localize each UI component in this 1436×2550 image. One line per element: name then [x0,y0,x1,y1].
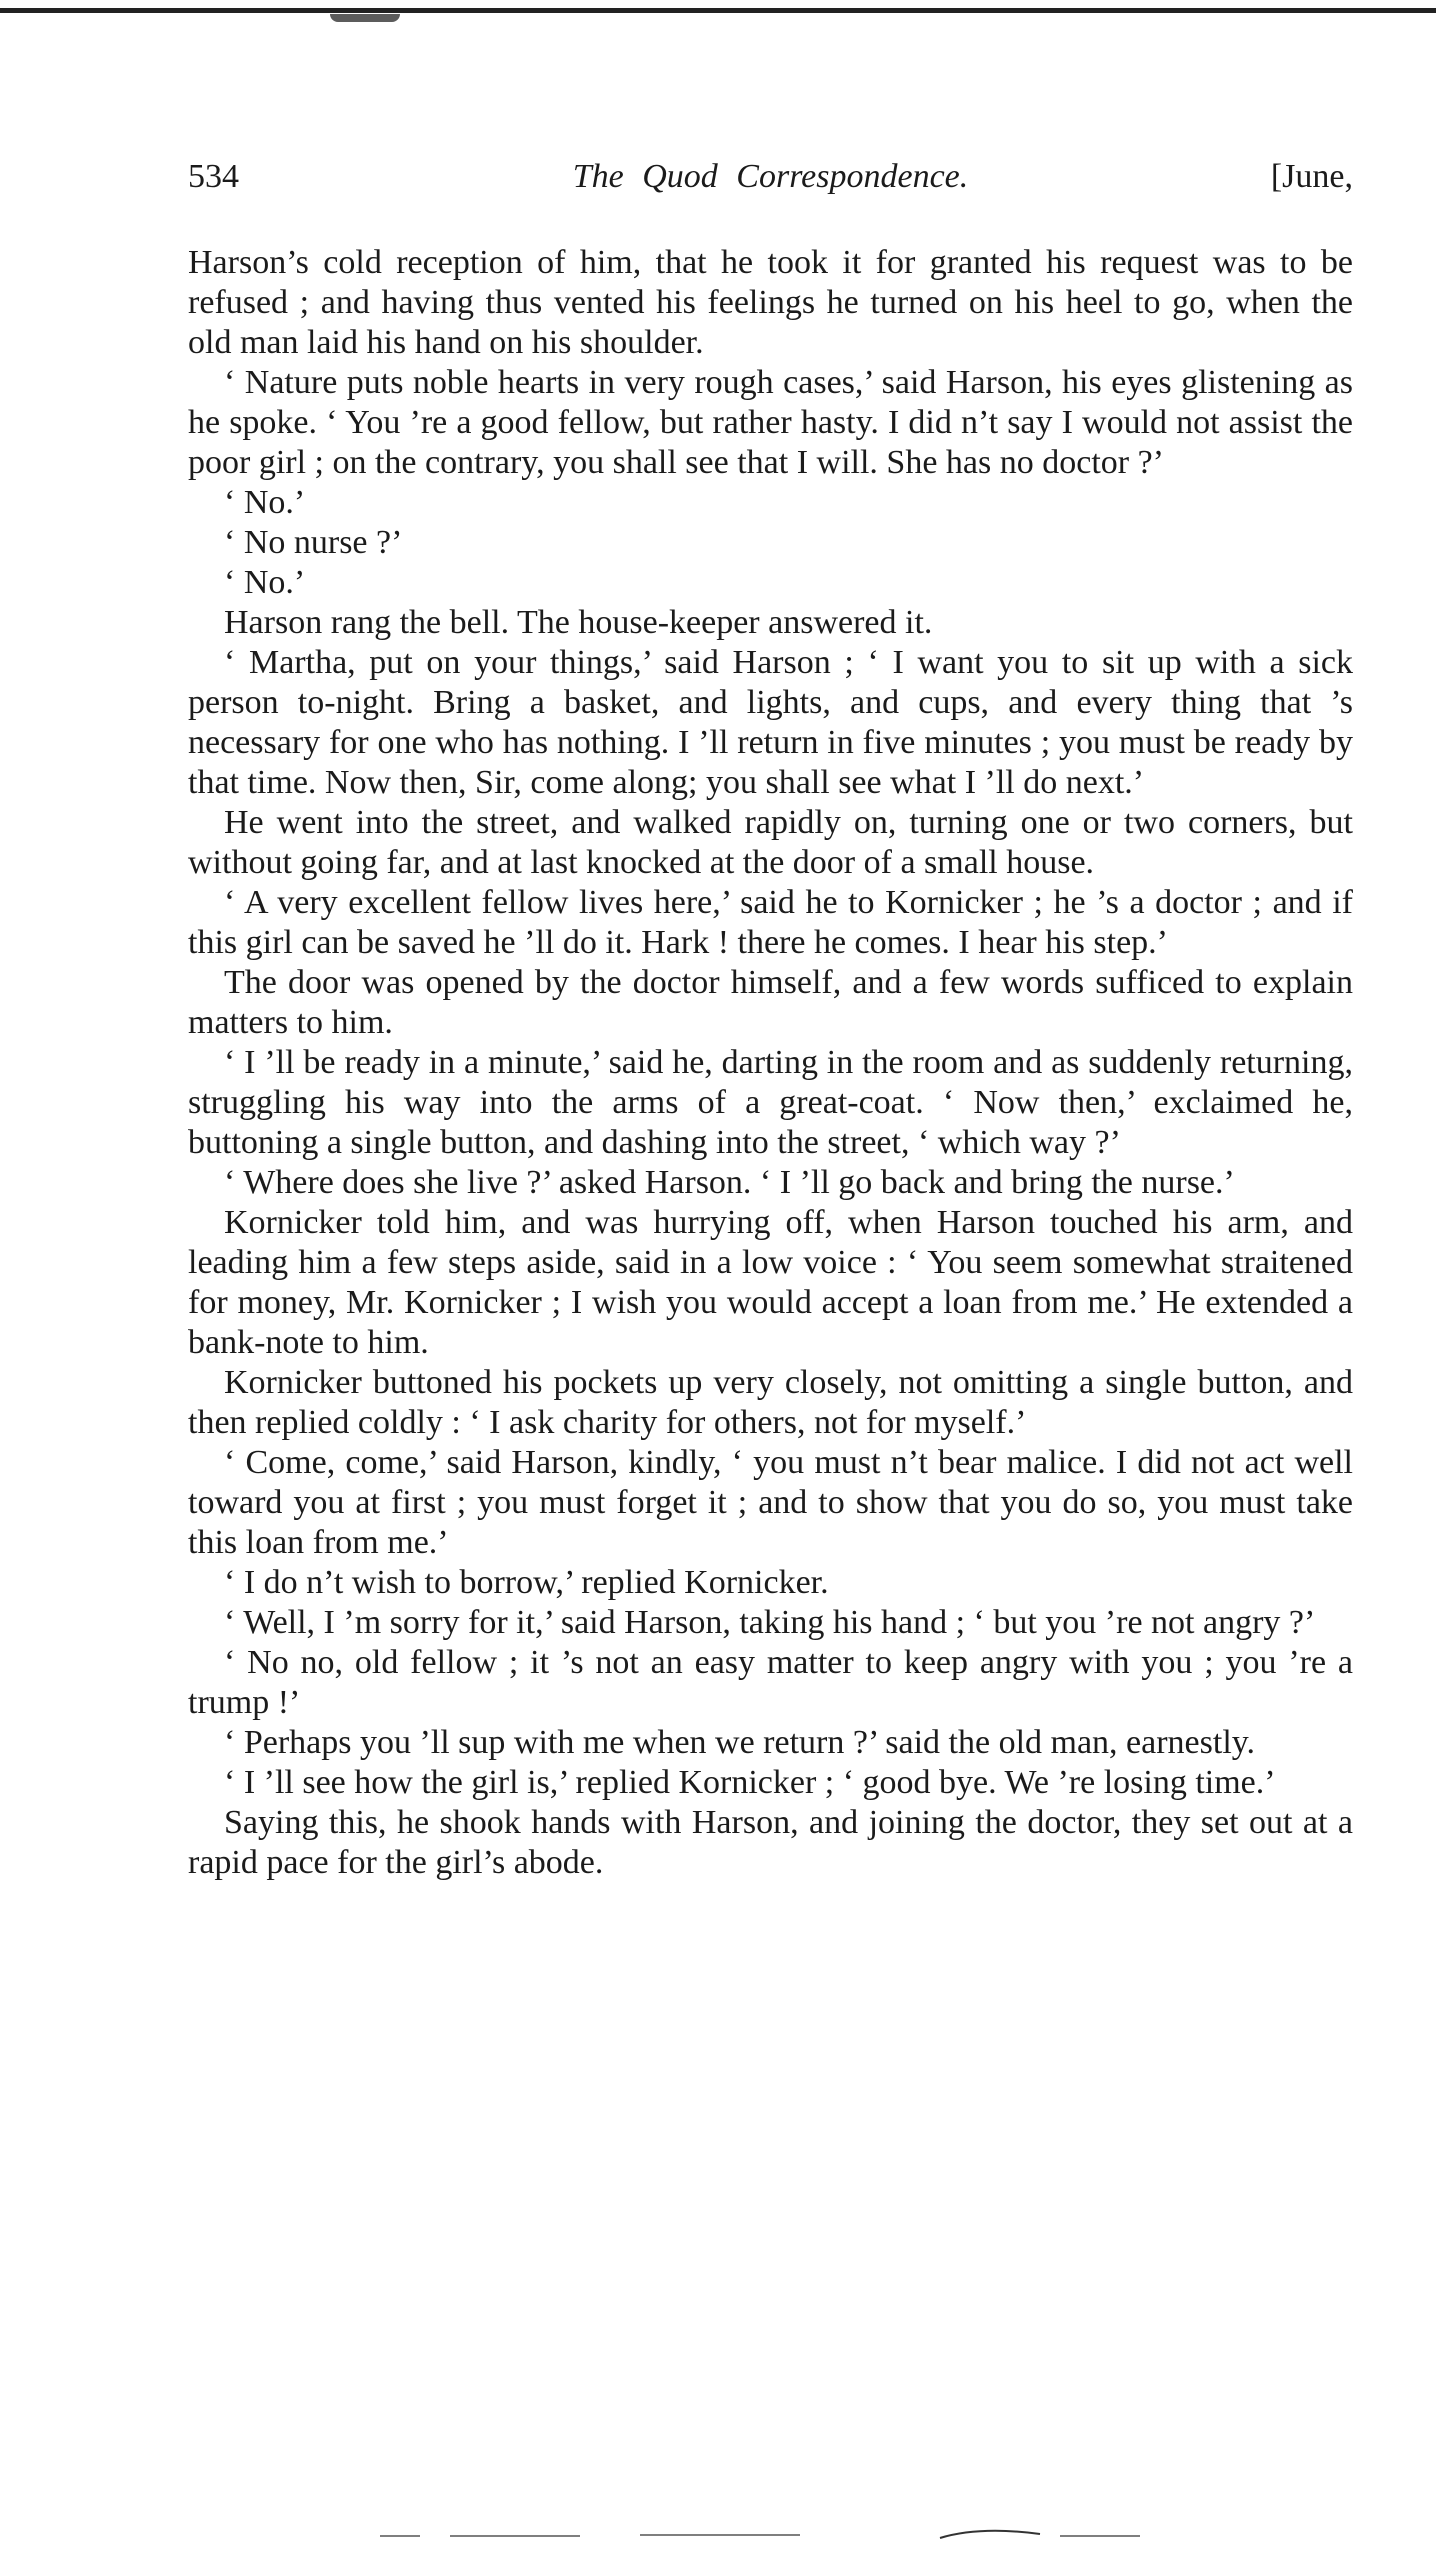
paragraph: ‘ No.’ [224,564,306,601]
paragraph: The door was opened by the doctor himself, and a few words sufficed to explain matters to him. [188,964,1353,1041]
page-number: 534 [188,158,239,195]
flourish-swash [940,2531,1040,2538]
paragraph: ‘ Where does she live ?’ asked Harson. ‘ I ’ll go back and bring the nurse.’ [224,1164,1235,1201]
paragraph: ‘ A very excellent fellow lives here,’ said he to Kornicker ; he ’s a doctor ; and if this girl can be saved he ’ll do it. Hark ! there he comes. I hear his step.’ [188,884,1353,961]
paragraph: Kornicker told him, and was hurrying off, when Harson touched his arm, and leading him a few steps aside, said in a low voice : ‘ You seem somewhat straitened for money, Mr. Kornicker ; I wish you would accept a loan from me.’ He extended a bank-note to him. [188,1204,1353,1361]
paragraph: Saying this, he shook hands with Harson, and joining the doctor, they set out at a rapid pace for the girl’s abode. [188,1804,1353,1881]
paragraph: Kornicker buttoned his pockets up very closely, not omitting a single button, and then replied coldly : ‘ I ask charity for others, not for myself.’ [188,1364,1353,1441]
top-border-rule [0,8,1436,13]
paragraph: ‘ No no, old fellow ; it ’s not an easy matter to keep angry with you ; you ’re a trump !’ [188,1644,1353,1721]
paragraph: He went into the street, and walked rapidly on, turning one or two corners, but without going far, and at last knocked at the door of a small house. [188,804,1353,881]
paragraph: ‘ Perhaps you ’ll sup with me when we return ?’ said the old man, earnestly. [224,1724,1256,1761]
body-text [188,243,1353,1883]
paragraph: ‘ No nurse ?’ [224,524,403,561]
running-date: [June, [1270,158,1353,195]
paragraph: Harson rang the bell. The house-keeper answered it. [224,604,933,641]
bottom-printer-flourish [380,2528,1140,2540]
running-header [188,158,1353,208]
paragraph: ‘ Come, come,’ said Harson, kindly, ‘ you must n’t bear malice. I did not act well toward you at first ; you must forget it ; and to show that you do so, you must take this loan from me.’ [188,1444,1353,1561]
paragraph: ‘ I ’ll see how the girl is,’ replied Kornicker ; ‘ good bye. We ’re losing time.’ [224,1764,1276,1801]
paragraph: ‘ I ’ll be ready in a minute,’ said he, darting in the room and as suddenly returning, struggling his way into the arms of a great-coat. ‘ Now then,’ exclaimed he, buttoning a single button, and dashing into the street, ‘ which way ?’ [188,1044,1353,1161]
paragraph: ‘ Martha, put on your things,’ said Harson ; ‘ I want you to sit up with a sick person to-night. Bring a basket, and lights, and cups, and every thing that ’s necessary for one who has nothing. I ’ll return in five minutes ; you must be ready by that time. Now then, Sir, come along; you shall see what I ’ll do next.’ [188,644,1353,801]
paragraph: Harson’s cold reception of him, that he took it for granted his request was to be refused ; and having thus vented his feelings he turned on his heel to go, when the old man laid his hand on his shoulder. [188,244,1353,361]
top-ink-blot [330,14,400,22]
paragraph: ‘ No.’ [224,484,306,521]
paragraph: ‘ Well, I ’m sorry for it,’ said Harson, taking his hand ; ‘ but you ’re not angry ?’ [224,1604,1316,1641]
paragraph: ‘ I do n’t wish to borrow,’ replied Kornicker. [224,1564,829,1601]
paragraph: ‘ Nature puts noble hearts in very rough cases,’ said Harson, his eyes glistening as he spoke. ‘ You ’re a good fellow, but rather hasty. I did n’t say I would not assist the poor girl ; on the contrary, you shall see that I will. She has no doctor ?’ [188,364,1353,481]
running-title: The Quod Correspondence. [572,158,969,195]
